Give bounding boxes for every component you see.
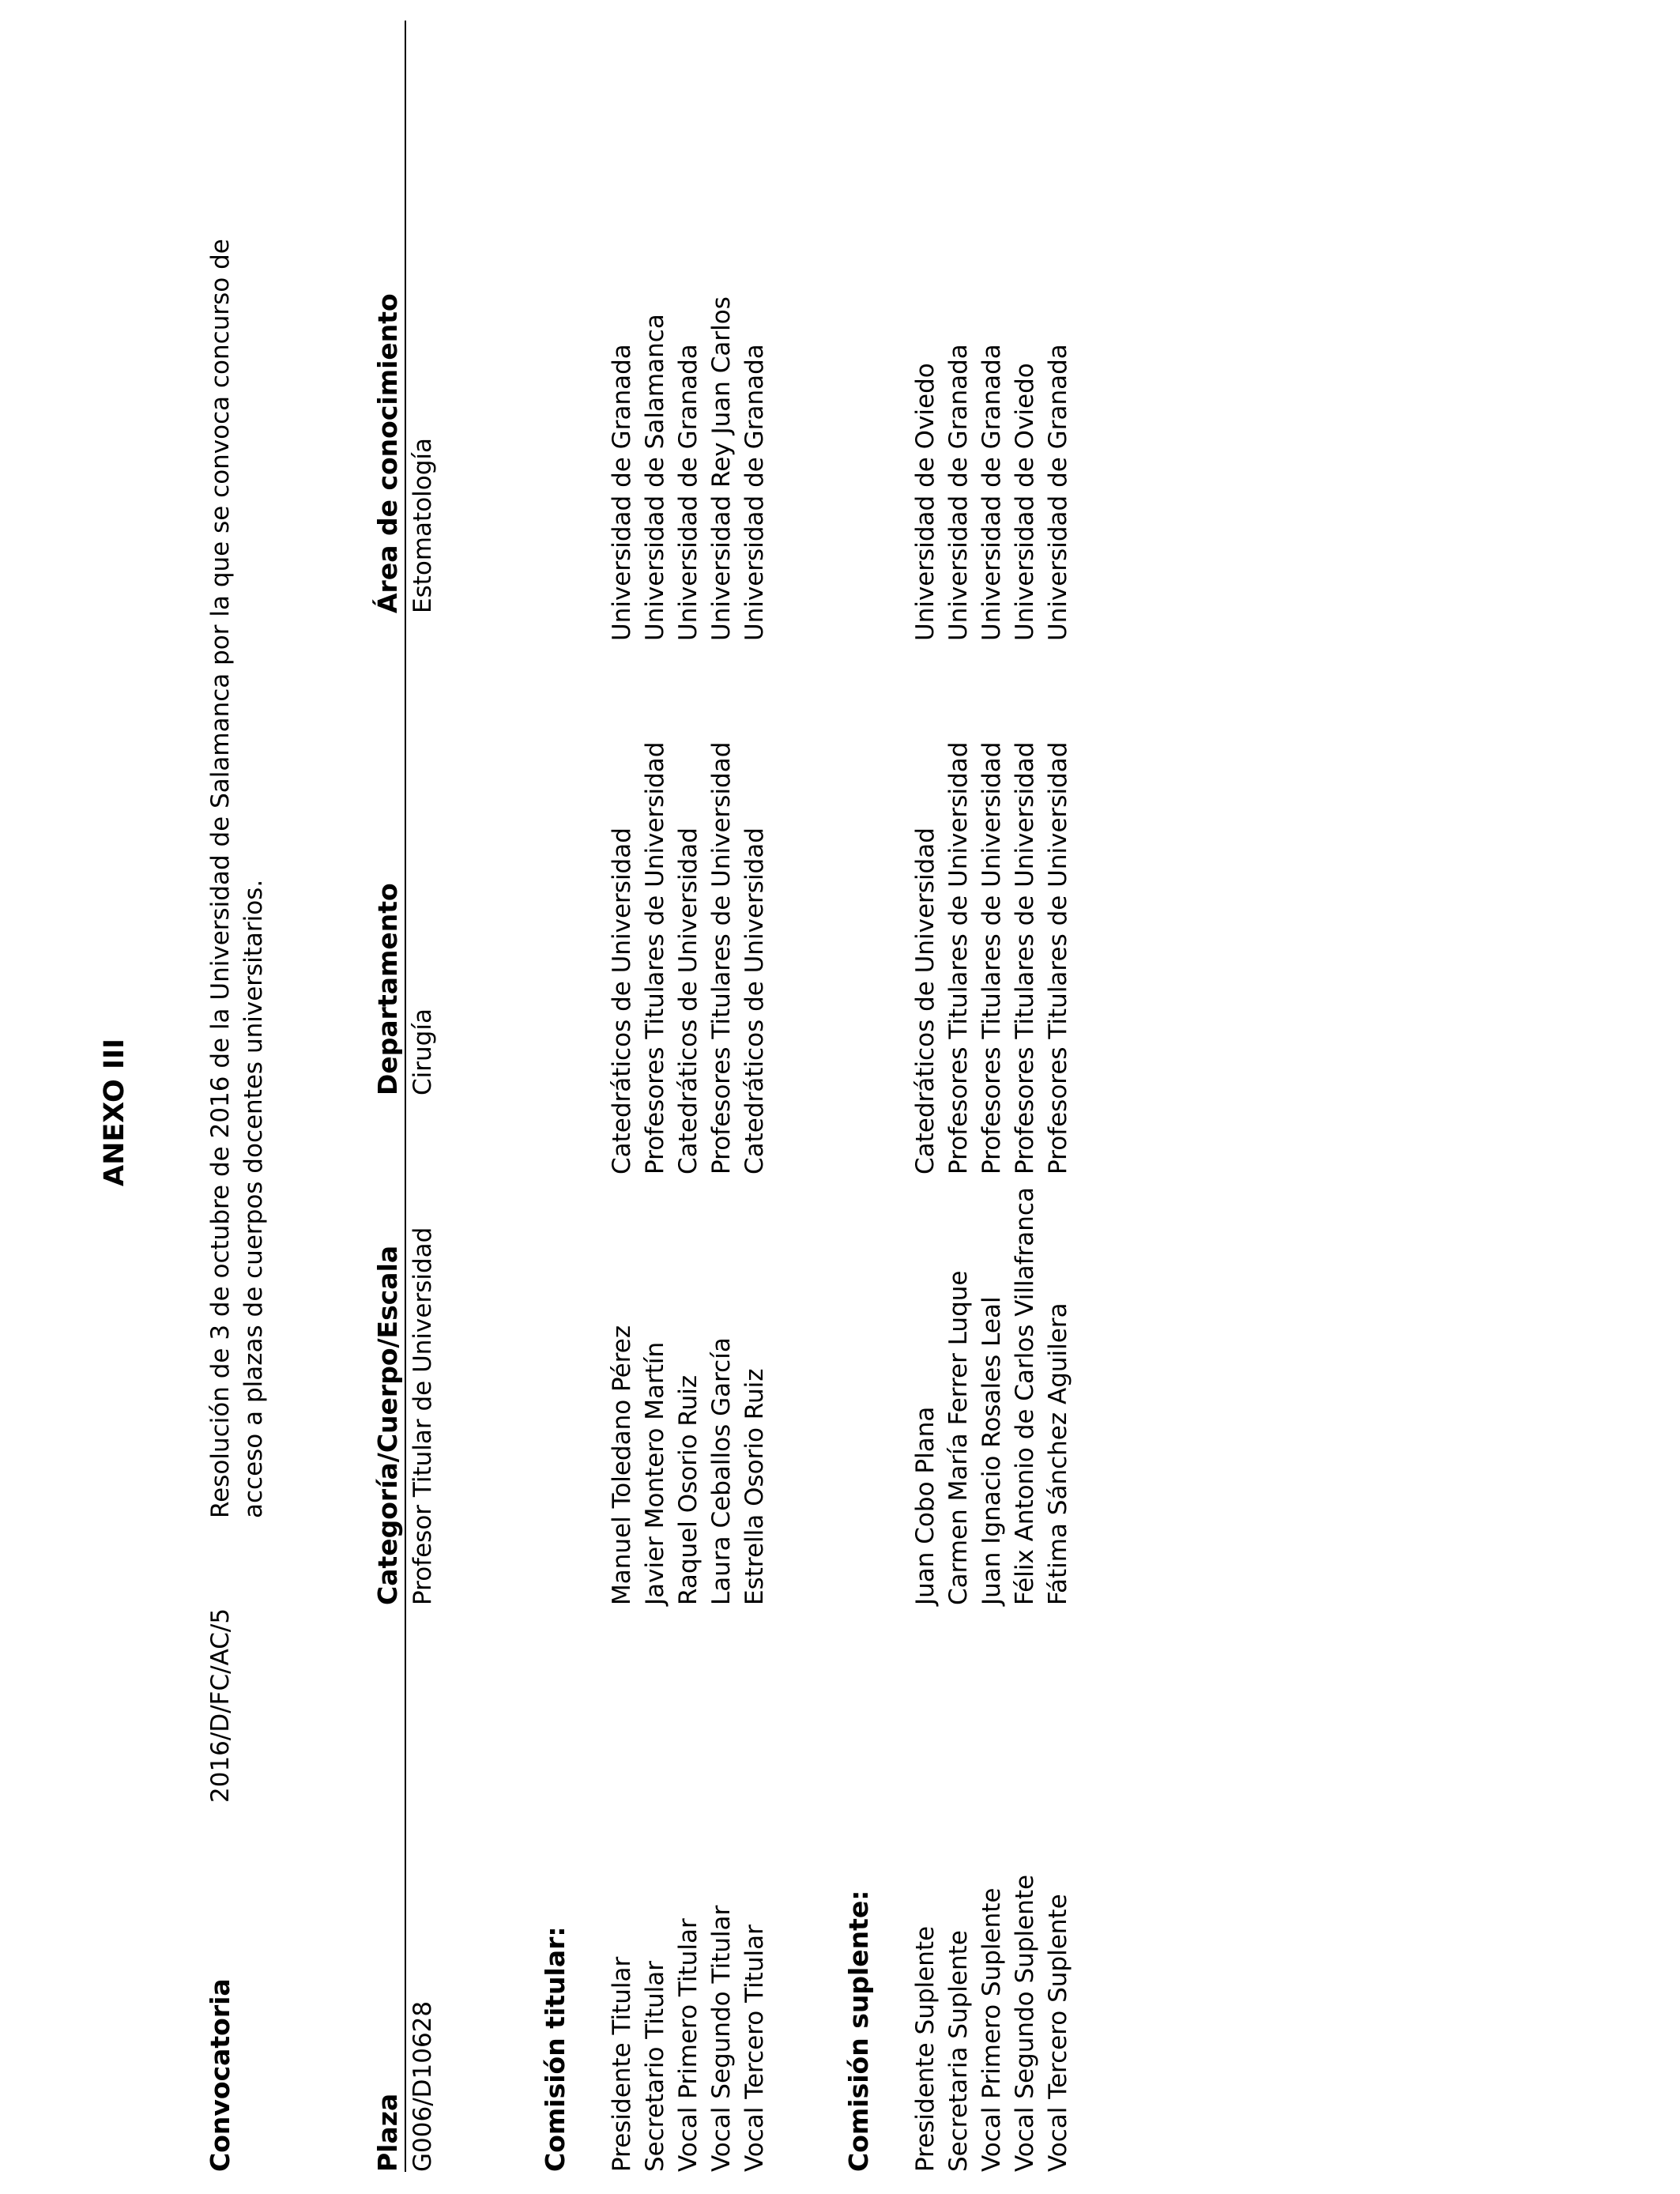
titular-universidad: Universidad de Granada xyxy=(674,344,703,641)
suplente-cuerpos xyxy=(909,742,1075,1174)
titular-cuerpo: Profesores Titulares de Universidad xyxy=(641,741,669,1174)
suplente-universidad: Universidad de Granada xyxy=(977,344,1006,641)
suplente-name: Juan Ignacio Rosales Leal xyxy=(977,1296,1006,1605)
suplente-cuerpo: Catedráticos de Universidad xyxy=(911,827,940,1174)
suplente-name: Félix Antonio de Carlos Villafranca xyxy=(1011,1187,1039,1605)
document-title: ANEXO III xyxy=(99,1038,130,1186)
convocatoria-label: Convocatoria xyxy=(205,1978,235,2172)
header-departamento: Departamento xyxy=(372,883,403,1095)
suplente-role: Presidente Suplente xyxy=(911,1925,940,2172)
header-rule xyxy=(405,21,406,2172)
titular-universidad: Universidad de Salamanca xyxy=(641,314,669,641)
titular-role: Vocal Segundo Titular xyxy=(707,1905,736,2172)
suplente-universidad: Universidad de Granada xyxy=(1044,344,1072,641)
plaza-departamento: Cirugía xyxy=(409,1008,437,1095)
header-categoria: Categoría/Cuerpo/Escala xyxy=(372,1245,403,1605)
plaza-code: G006/D10628 xyxy=(409,2000,437,2172)
titular-names xyxy=(605,1325,771,1605)
titular-role: Vocal Tercero Titular xyxy=(740,1924,769,2172)
suplente-universidad: Universidad de Oviedo xyxy=(911,363,940,641)
suplente-name: Juan Cobo Plana xyxy=(911,1406,940,1605)
titular-name: Javier Montero Martín xyxy=(641,1341,669,1605)
suplente-role: Vocal Tercero Suplente xyxy=(1044,1894,1072,2172)
comision-titular-heading: Comisión titular: xyxy=(540,1926,571,2172)
titular-cuerpo: Profesores Titulares de Universidad xyxy=(707,741,736,1174)
titular-role: Secretario Titular xyxy=(641,1960,669,2172)
titular-name: Estrella Osorio Ruiz xyxy=(740,1368,769,1605)
convocatoria-text: Resolución de 3 de octubre de 2016 de la Universidad de Salamanca por la que se convoca concurso de acceso a plazas de cuerpos docentes universitarios. xyxy=(206,239,268,1518)
suplente-universidades xyxy=(909,344,1075,641)
titular-role: Presidente Titular xyxy=(608,1956,636,2172)
suplente-cuerpo: Profesores Titulares de Universidad xyxy=(1044,741,1072,1174)
plaza-area: Estomatología xyxy=(409,437,437,613)
suplente-name: Carmen María Ferrer Luque xyxy=(944,1270,973,1605)
comision-suplente-heading: Comisión suplente: xyxy=(843,1890,874,2172)
header-plaza: Plaza xyxy=(372,2093,403,2172)
plaza-categoria: Profesor Titular de Universidad xyxy=(409,1227,437,1605)
titular-role: Vocal Primero Titular xyxy=(674,1918,703,2172)
titular-roles xyxy=(605,1906,771,2172)
titular-name: Raquel Osorio Ruiz xyxy=(674,1374,703,1605)
suplente-role: Vocal Primero Suplente xyxy=(977,1887,1006,2172)
titular-cuerpo: Catedráticos de Universidad xyxy=(674,827,703,1174)
suplente-role: Secretaria Suplente xyxy=(944,1930,973,2172)
suplente-role: Vocal Segundo Suplente xyxy=(1011,1874,1039,2172)
titular-universidades xyxy=(605,296,771,641)
titular-cuerpo: Catedráticos de Universidad xyxy=(608,827,636,1174)
suplente-name: Fátima Sánchez Aguilera xyxy=(1044,1302,1072,1605)
suplente-universidad: Universidad de Granada xyxy=(944,344,973,641)
titular-universidad: Universidad de Granada xyxy=(740,344,769,641)
suplente-cuerpo: Profesores Titulares de Universidad xyxy=(944,741,973,1174)
titular-cuerpo: Catedráticos de Universidad xyxy=(740,827,769,1174)
suplente-roles xyxy=(909,1875,1075,2172)
suplente-cuerpo: Profesores Titulares de Universidad xyxy=(1011,741,1039,1174)
suplente-names xyxy=(909,1187,1075,1605)
suplente-cuerpo: Profesores Titulares de Universidad xyxy=(977,741,1006,1174)
convocatoria-code: 2016/D/FC/AC/5 xyxy=(206,1608,235,1803)
titular-universidad: Universidad de Granada xyxy=(608,344,636,641)
header-area: Área de conocimiento xyxy=(372,293,403,613)
suplente-universidad: Universidad de Oviedo xyxy=(1011,363,1039,641)
titular-universidad: Universidad Rey Juan Carlos xyxy=(707,296,736,641)
titular-cuerpos xyxy=(605,742,771,1174)
titular-name: Laura Ceballos García xyxy=(707,1337,736,1605)
titular-name: Manuel Toledano Pérez xyxy=(608,1325,636,1605)
